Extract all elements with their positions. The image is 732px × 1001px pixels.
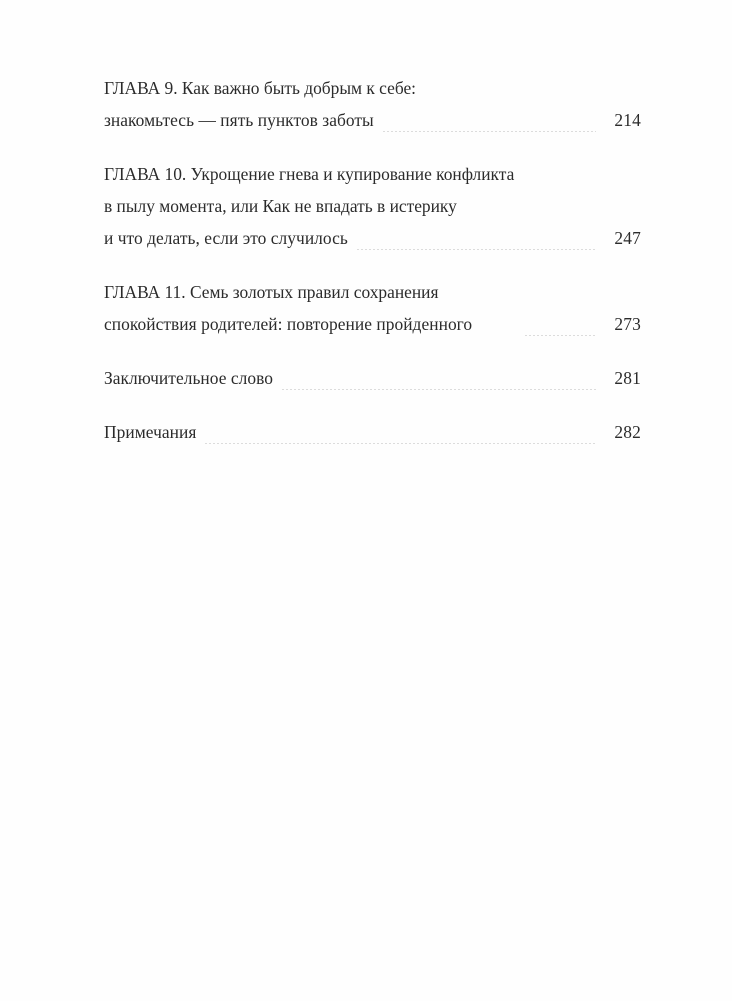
- toc-entry-chapter-10[interactable]: [104, 158, 641, 254]
- dot-leader: [480, 335, 596, 336]
- toc-entry-chapter-11[interactable]: [104, 276, 641, 340]
- toc-page-number: 281: [614, 368, 641, 388]
- toc-entry-line: в пылу момента, или Как не впадать в истерику: [104, 196, 457, 216]
- toc-entry-last-line: [104, 308, 641, 340]
- toc-entry-afterword[interactable]: [104, 362, 641, 394]
- dot-leader: [356, 249, 596, 250]
- toc-entry-title: знакомьтесь — пять пунктов заботы: [104, 110, 374, 130]
- toc-page-number: 247: [614, 228, 641, 248]
- toc-page-number: 282: [614, 422, 641, 442]
- toc-entry-last-line: [104, 222, 641, 254]
- dot-leader: [204, 443, 596, 444]
- toc-page-number: 273: [614, 314, 641, 334]
- dot-leader: [382, 131, 596, 132]
- toc-entry-line: ГЛАВА 11. Семь золотых правил сохранения: [104, 282, 439, 302]
- toc-entry-title: и что делать, если это случилось: [104, 228, 348, 248]
- toc-entry-last-line: [104, 104, 641, 136]
- toc-entry-last-line: [104, 362, 641, 394]
- toc-entry-title: Примечания: [104, 422, 197, 442]
- dot-leader: [281, 389, 596, 390]
- toc-entry-line: ГЛАВА 9. Как важно быть добрым к себе:: [104, 78, 417, 98]
- toc-entry-chapter-9[interactable]: [104, 72, 641, 136]
- toc-entry-line: ГЛАВА 10. Укрощение гнева и купирование конфликта: [104, 164, 515, 184]
- toc-page-number: 214: [614, 110, 641, 130]
- toc-entry-title: спокойствия родителей: повторение пройденного: [104, 314, 473, 334]
- toc-entry-title: Заключительное слово: [104, 368, 274, 388]
- toc-entry-last-line: [104, 416, 641, 448]
- toc-entry-notes[interactable]: [104, 416, 641, 448]
- table-of-contents: [104, 72, 641, 448]
